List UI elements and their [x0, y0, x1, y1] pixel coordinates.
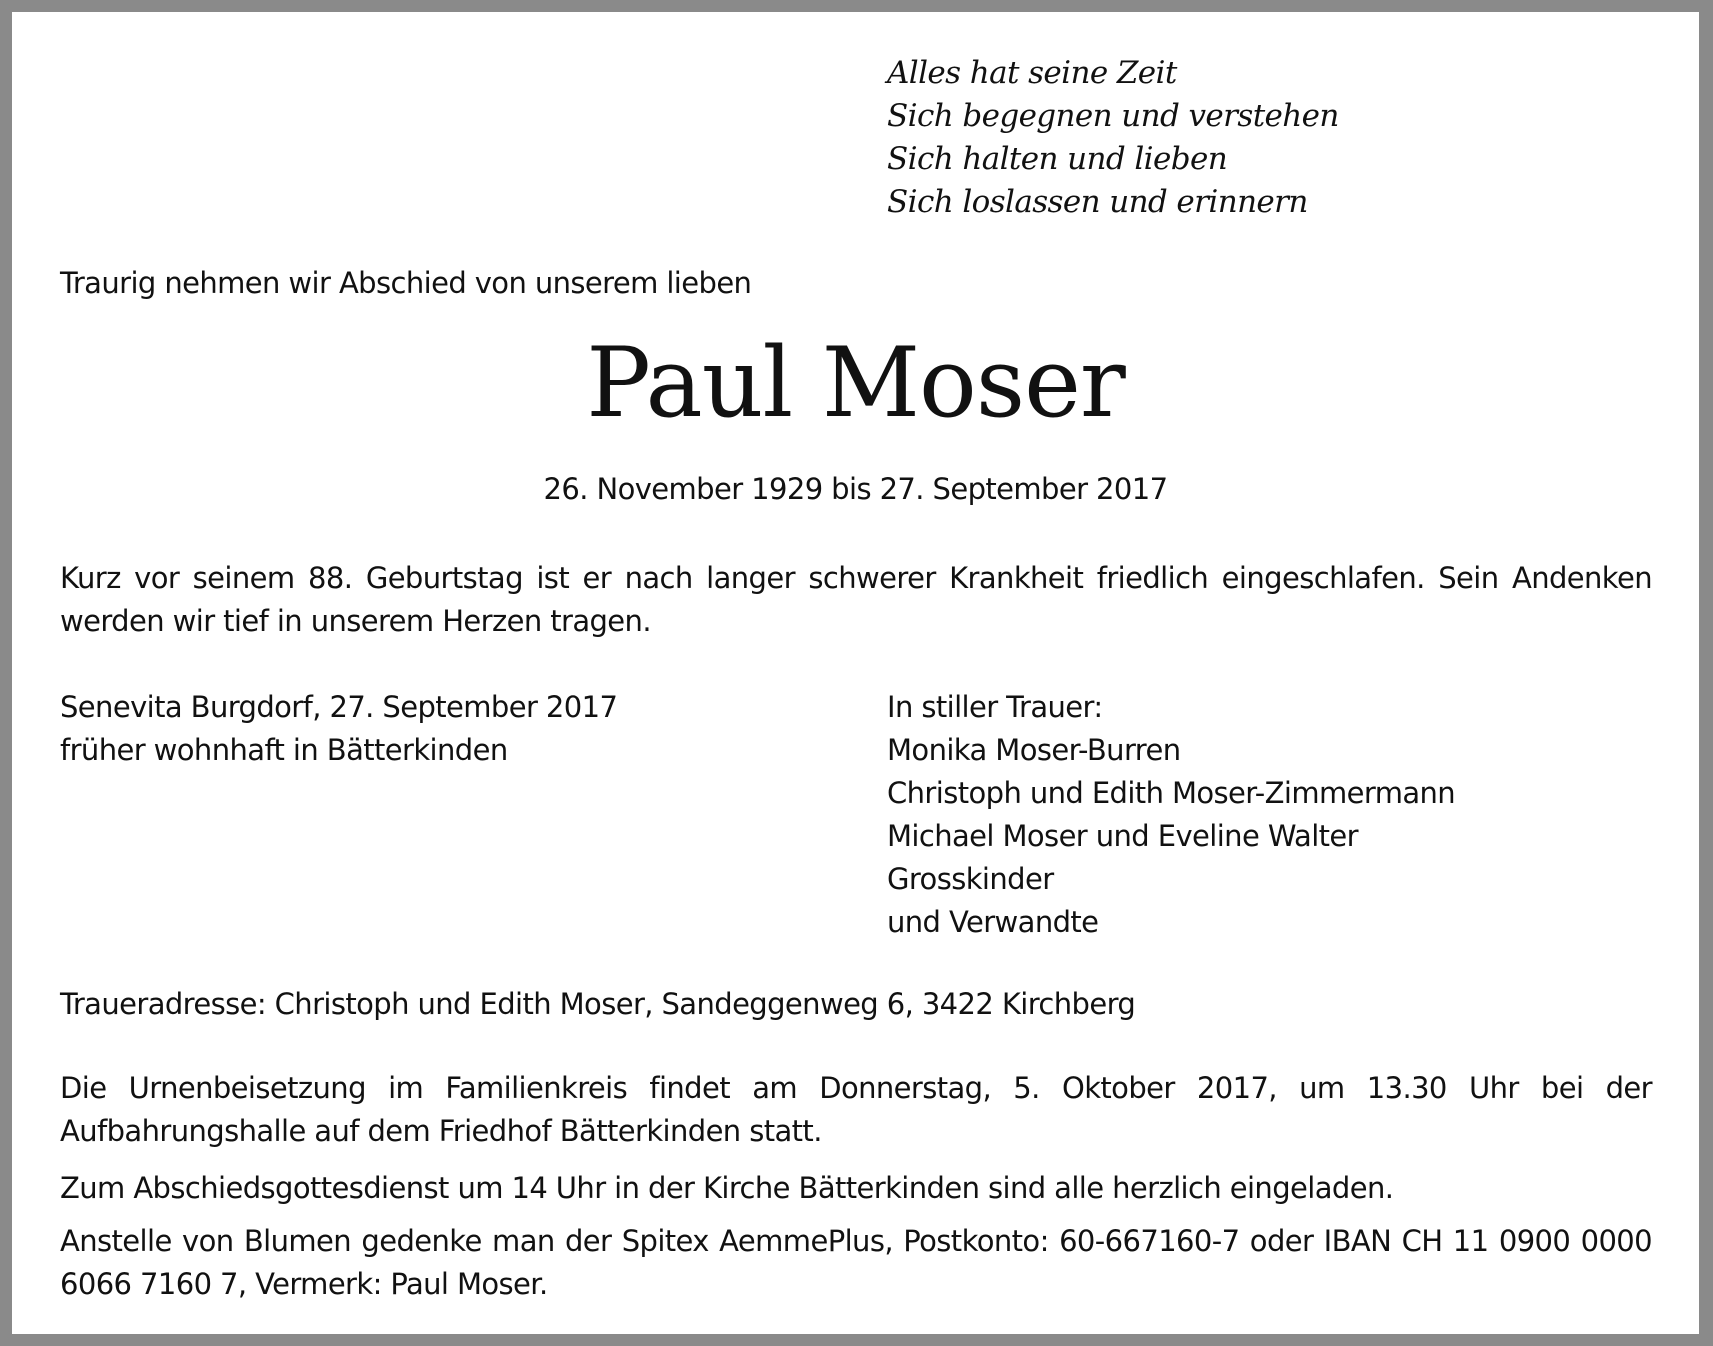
- former-residence: früher wohnhaft in Bätterkinden: [60, 733, 508, 767]
- mourner-name: Monika Moser-Burren: [887, 733, 1181, 767]
- place-date: Senevita Burgdorf, 27. September 2017: [60, 690, 618, 724]
- remembrance-paragraph: Kurz vor seinem 88. Geburtstag ist er nach langer schwerer Krankheit friedlich eingeschlafen. Sein Andenken werden wir tief in unserem Herzen tragen.: [60, 561, 1652, 638]
- obituary-notice: [12, 12, 1699, 1334]
- mourner-name: und Verwandte: [887, 905, 1099, 939]
- donation-paragraph: Anstelle von Blumen gedenke man der Spitex AemmePlus, Postkonto: 60-667160-7 oder IBAN CH 11 0900 0000 6066 7160 7, Vermerk: Paul Moser.: [60, 1224, 1652, 1301]
- poem-line: Sich begegnen und verstehen: [887, 98, 1339, 134]
- poem-line: Alles hat seine Zeit: [887, 55, 1177, 91]
- mourners-block: [887, 686, 1455, 944]
- mourner-name: Grosskinder: [887, 862, 1054, 896]
- deceased-name: Paul Moser: [586, 327, 1125, 439]
- mourner-name: Christoph und Edith Moser-Zimmermann: [887, 776, 1456, 810]
- intro-text: Traurig nehmen wir Abschied von unserem lieben: [60, 266, 752, 300]
- life-dates: 26. November 1929 bis 27. September 2017: [543, 472, 1168, 506]
- mourner-name: Michael Moser und Eveline Walter: [887, 819, 1358, 853]
- burial-paragraph: Die Urnenbeisetzung im Familienkreis findet am Donnerstag, 5. Oktober 2017, um 13.30 Uhr bei der Aufbahrungshalle auf dem Friedhof Bätterkinden statt.: [60, 1071, 1652, 1148]
- mourning-address: Traueradresse: Christoph und Edith Moser, Sandeggenweg 6, 3422 Kirchberg: [60, 987, 1136, 1021]
- poem-line: Sich halten und lieben: [887, 141, 1228, 177]
- service-paragraph: Zum Abschiedsgottesdienst um 14 Uhr in der Kirche Bätterkinden sind alle herzlich eingeladen.: [60, 1171, 1394, 1205]
- poem: [887, 52, 1339, 224]
- place-block: [60, 686, 617, 772]
- poem-line: Sich loslassen und erinnern: [887, 184, 1308, 220]
- mourners-heading: In stiller Trauer:: [887, 690, 1103, 724]
